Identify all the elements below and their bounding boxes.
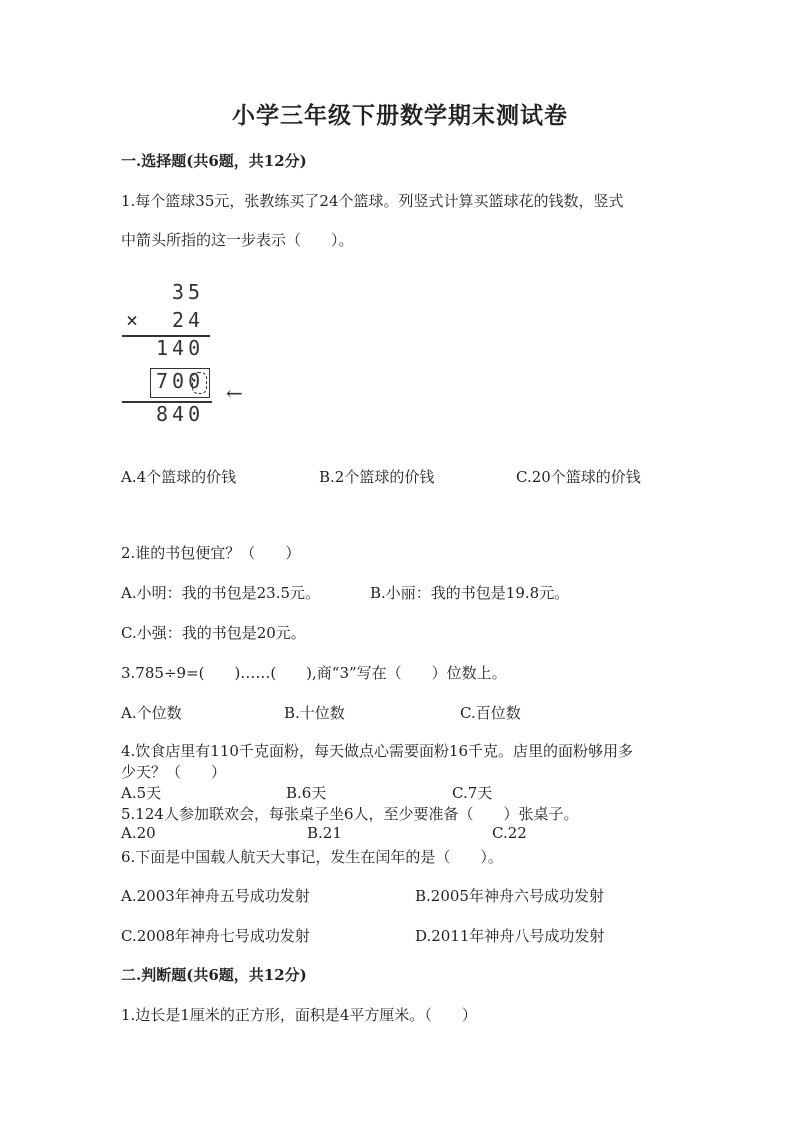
q3-text: 3.785÷9=( )……( ),商“3”写在（ ）位数上。 (121, 664, 507, 682)
q5-text: 5.124人参加联欢会，每张桌子坐6人，至少要准备（ ）张桌子。 (121, 805, 579, 823)
calc-times-sign: × (126, 308, 143, 332)
q1-option-c: C.20个篮球的价钱 (516, 468, 641, 486)
q6-option-d: D.2011年神舟八号成功发射 (415, 927, 605, 945)
q1-text-line2: 中箭头所指的这一步表示（ ）。 (121, 231, 354, 249)
calc-partial-1: 140 (156, 336, 205, 360)
q2-text: 2.谁的书包便宜？（ ） (121, 544, 301, 562)
q4-text-line2: 少天？（ ） (121, 763, 227, 781)
q3-option-c: C.百位数 (460, 704, 521, 722)
q6-text: 6.下面是中国载人航天大事记，发生在闰年的是（ ）。 (121, 848, 503, 866)
vertical-multiplication-figure (118, 280, 258, 430)
q5-option-b: B.21 (307, 824, 342, 842)
q6-option-a: A.2003年神舟五号成功发射 (121, 887, 310, 905)
judge-q1-text: 1.边长是1厘米的正方形，面积是4平方厘米。（ ） (121, 1006, 477, 1024)
section-2-heading: 二.判断题(共6题，共12分) (121, 966, 307, 984)
q5-option-c: C.22 (492, 824, 527, 842)
q3-option-b: B.十位数 (284, 704, 345, 722)
q4-option-a: A.5天 (121, 784, 162, 802)
calc-multiplier: 24 (172, 308, 205, 332)
q1-text-line1: 1.每个篮球35元，张教练买了24个篮球。列竖式计算买篮球花的钱数，竖式 (121, 192, 624, 210)
arrow-left-icon: ← (226, 381, 243, 405)
q4-option-b: B.6天 (286, 784, 327, 802)
calc-product: 840 (156, 402, 205, 426)
q1-option-b: B.2个篮球的价钱 (319, 468, 435, 486)
section-1-heading: 一.选择题(共6题，共12分) (121, 152, 307, 170)
q4-text-line1: 4.饮食店里有110千克面粉，每天做点心需要面粉16千克。店里的面粉够用多 (121, 742, 634, 760)
q2-option-a: A.小明：我的书包是23.5元。 (121, 584, 321, 602)
q1-option-a: A.4个篮球的价钱 (121, 468, 237, 486)
calc-partial-2: 700 (156, 369, 205, 393)
q2-option-b: B.小丽：我的书包是19.8元。 (370, 584, 570, 602)
q3-option-a: A.个位数 (121, 704, 182, 722)
q6-option-c: C.2008年神舟七号成功发射 (121, 927, 310, 945)
q6-option-b: B.2005年神舟六号成功发射 (415, 887, 604, 905)
calc-multiplicand: 35 (172, 280, 205, 304)
q5-option-a: A.20 (121, 824, 156, 842)
q4-option-c: C.7天 (452, 784, 493, 802)
q2-option-c: C.小强：我的书包是20元。 (121, 624, 306, 642)
page-title: 小学三年级下册数学期末测试卷 (232, 102, 568, 129)
